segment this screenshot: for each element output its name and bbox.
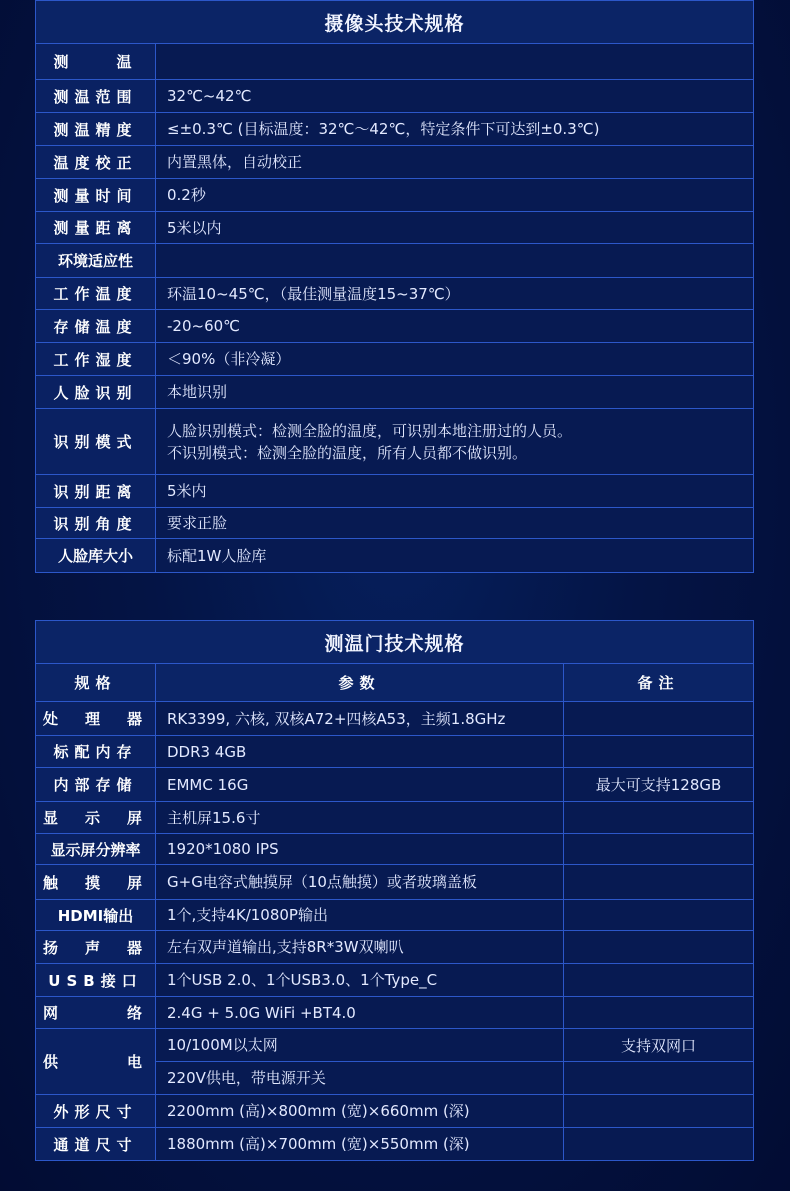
gate-title-row bbox=[36, 621, 754, 664]
spec-value: ＜90%（非冷凝） bbox=[167, 350, 291, 368]
table-row bbox=[36, 1128, 754, 1161]
spec-value: 内置黑体，自动校正 bbox=[167, 153, 303, 171]
spec-value-cell bbox=[156, 376, 754, 409]
table-row bbox=[36, 508, 754, 539]
header-param: 参数 bbox=[156, 664, 564, 702]
spec-value: 0.2秒 bbox=[167, 186, 206, 204]
spec-note: 支持双网口 bbox=[564, 1029, 754, 1062]
spec-label: 测量时间 bbox=[36, 179, 156, 212]
table-row bbox=[36, 409, 754, 475]
spec-note bbox=[564, 736, 754, 768]
spec-value: 2.4G + 5.0G WiFi +BT4.0 bbox=[156, 997, 564, 1029]
gate-spec-table bbox=[35, 620, 753, 1161]
spec-label: 外形尺寸 bbox=[36, 1095, 156, 1128]
spec-label: USB接口 bbox=[36, 964, 156, 997]
spec-label: 测温精度 bbox=[36, 113, 156, 146]
spec-value: DDR3 4GB bbox=[156, 736, 564, 768]
table-row bbox=[36, 768, 754, 802]
spec-label: 显示屏分辨率 bbox=[36, 834, 156, 865]
spec-note bbox=[564, 1128, 754, 1161]
table-row bbox=[36, 1095, 754, 1128]
spec-note: 最大可支持128GB bbox=[564, 768, 754, 802]
table-row bbox=[36, 931, 754, 964]
spec-note bbox=[564, 964, 754, 997]
table-row bbox=[36, 865, 754, 900]
table-row bbox=[36, 44, 754, 80]
spec-value-cell bbox=[156, 278, 754, 310]
spec-value: 本地识别 bbox=[167, 383, 228, 401]
table-row bbox=[36, 376, 754, 409]
spec-value: 标配1W人脸库 bbox=[167, 546, 267, 565]
table-row bbox=[36, 212, 754, 244]
spec-label: 识别角度 bbox=[36, 508, 156, 539]
spec-value: 2200mm (高)×800mm (宽)×660mm (深) bbox=[156, 1095, 564, 1128]
spec-label: 温度校正 bbox=[36, 146, 156, 179]
table-row bbox=[36, 146, 754, 179]
spec-value: 环温10~45℃，（最佳测量温度15~37℃） bbox=[167, 284, 460, 303]
spec-label: 扬 声 器 bbox=[36, 931, 156, 964]
spec-value: 5米以内 bbox=[167, 218, 222, 237]
spec-label: HDMI输出 bbox=[36, 900, 156, 931]
spec-label: 显 示 屏 bbox=[36, 802, 156, 834]
table-row bbox=[36, 80, 754, 113]
table-row bbox=[36, 900, 754, 931]
spec-value: ≤±0.3℃ (目标温度：32℃～42℃，特定条件下可达到±0.3℃) bbox=[167, 120, 600, 138]
spec-value-cell bbox=[156, 508, 754, 539]
spec-note bbox=[564, 702, 754, 736]
table-row bbox=[36, 113, 754, 146]
spec-note bbox=[564, 931, 754, 964]
table-row bbox=[36, 964, 754, 997]
table-row bbox=[36, 702, 754, 736]
table-row bbox=[36, 278, 754, 310]
spec-label: 测 温 bbox=[36, 44, 156, 80]
spec-note bbox=[564, 1095, 754, 1128]
spec-value: 1个USB 2.0、1个USB3.0、1个Type_C bbox=[156, 964, 564, 997]
spec-value: 1920*1080 IPS bbox=[156, 834, 564, 865]
spec-label: 工作温度 bbox=[36, 278, 156, 310]
table-row bbox=[36, 539, 754, 573]
spec-value: 人脸识别模式：检测全脸的温度，可识别本地注册过的人员。 bbox=[167, 421, 573, 440]
table-row bbox=[36, 343, 754, 376]
camera-spec-table bbox=[35, 0, 753, 573]
table-row bbox=[36, 179, 754, 212]
table-row bbox=[36, 1029, 754, 1062]
spec-value-cell bbox=[156, 179, 754, 212]
spec-label: 识别距离 bbox=[36, 475, 156, 508]
spec-value: 220V供电，带电源开关 bbox=[156, 1062, 564, 1095]
spec-label: 人脸识别 bbox=[36, 376, 156, 409]
spec-value: 左右双声道输出,支持8R*3W双喇叭 bbox=[156, 931, 564, 964]
spec-note bbox=[564, 865, 754, 900]
table-row bbox=[36, 834, 754, 865]
spec-value-cell bbox=[156, 244, 754, 278]
spec-value-line2: 不识别模式：检测全脸的温度，所有人员都不做识别。 bbox=[167, 443, 528, 462]
spec-label: 环境适应性 bbox=[36, 244, 156, 278]
spec-label: 测温范围 bbox=[36, 80, 156, 113]
gate-spec-title: 测温门技术规格 bbox=[36, 621, 754, 664]
spec-value: 10/100M以太网 bbox=[156, 1029, 564, 1062]
table-row bbox=[36, 997, 754, 1029]
spec-label: 识别模式 bbox=[36, 409, 156, 475]
spec-label: 工作湿度 bbox=[36, 343, 156, 376]
table-row bbox=[36, 310, 754, 343]
header-spec: 规格 bbox=[36, 664, 156, 702]
spec-label: 内部存储 bbox=[36, 768, 156, 802]
spec-label: 触 摸 屏 bbox=[36, 865, 156, 900]
spec-note bbox=[564, 997, 754, 1029]
spec-note bbox=[564, 802, 754, 834]
header-note: 备注 bbox=[564, 664, 754, 702]
spec-value-cell bbox=[156, 212, 754, 244]
spec-value: G+G电容式触摸屏（10点触摸）或者玻璃盖板 bbox=[156, 865, 564, 900]
spec-value-cell bbox=[156, 475, 754, 508]
table-row bbox=[36, 475, 754, 508]
spec-label: 供 电 bbox=[36, 1029, 156, 1095]
spec-label: 通道尺寸 bbox=[36, 1128, 156, 1161]
table-row bbox=[36, 244, 754, 278]
spec-label: 网 络 bbox=[36, 997, 156, 1029]
spec-value-cell bbox=[156, 146, 754, 179]
spec-value: 1个,支持4K/1080P输出 bbox=[156, 900, 564, 931]
table-row bbox=[36, 802, 754, 834]
spec-value: 要求正脸 bbox=[167, 514, 228, 532]
spec-note bbox=[564, 1062, 754, 1095]
spec-value-cell bbox=[156, 310, 754, 343]
spec-label: 存储温度 bbox=[36, 310, 156, 343]
spec-value: 1880mm (高)×700mm (宽)×550mm (深) bbox=[156, 1128, 564, 1161]
spec-value-cell bbox=[156, 113, 754, 146]
spec-value: -20~60℃ bbox=[167, 317, 241, 335]
spec-value-cell bbox=[156, 539, 754, 573]
camera-title-row bbox=[36, 1, 754, 44]
spec-value-cell bbox=[156, 343, 754, 376]
spec-label: 人脸库大小 bbox=[36, 539, 156, 573]
spec-label: 处 理 器 bbox=[36, 702, 156, 736]
spec-value: 5米内 bbox=[167, 482, 207, 500]
table-row bbox=[36, 736, 754, 768]
spec-note bbox=[564, 900, 754, 931]
spec-value: 主机屏15.6寸 bbox=[156, 802, 564, 834]
spec-value: EMMC 16G bbox=[156, 768, 564, 802]
camera-spec-title: 摄像头技术规格 bbox=[36, 1, 754, 44]
spec-label: 标配内存 bbox=[36, 736, 156, 768]
spec-value: 32℃~42℃ bbox=[167, 87, 252, 105]
spec-label: 测量距离 bbox=[36, 212, 156, 244]
spec-value-cell bbox=[156, 80, 754, 113]
spec-value-cell bbox=[156, 44, 754, 80]
gate-header-row bbox=[36, 664, 754, 702]
spec-note bbox=[564, 834, 754, 865]
spec-value: RK3399, 六核, 双核A72+四核A53，主频1.8GHz bbox=[156, 702, 564, 736]
spec-value-cell bbox=[156, 409, 754, 475]
